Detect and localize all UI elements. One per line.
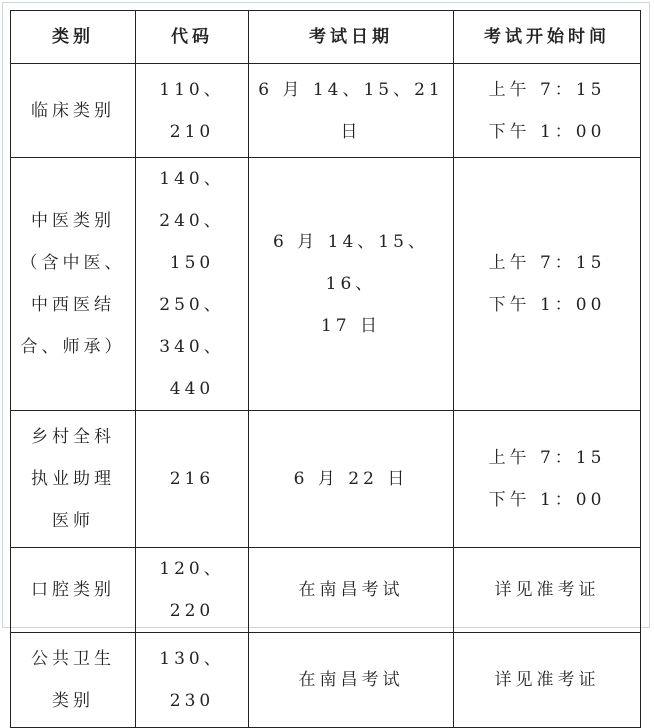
row-code-cell: [136, 633, 249, 728]
time-text: 详见准考证: [494, 580, 600, 600]
code-text: 120、220: [159, 559, 225, 621]
row-code-cell: [136, 548, 249, 633]
row-code-cell: [136, 64, 249, 158]
code-text: 216: [169, 469, 215, 489]
header-exam-date: 考试日期: [249, 11, 454, 64]
row-date-cell: [249, 64, 454, 158]
header-code: 代码: [136, 11, 249, 64]
category-text: 口腔类别: [31, 580, 115, 600]
row-category-cell: [11, 411, 136, 548]
row-date-cell: [249, 548, 454, 633]
code-text: 140、240、 150 250、340、 440: [159, 169, 225, 399]
row-time-cell: [454, 411, 641, 548]
row-date-cell: [249, 633, 454, 728]
category-text: 中医类别 （含中医、 中西医结 合、师承）: [20, 211, 126, 357]
date-text: 在南昌考试: [298, 580, 404, 600]
date-text: 6 月 14、15、21 日: [258, 79, 444, 142]
row-date-cell: [249, 158, 454, 411]
row-category-cell: [11, 158, 136, 411]
header-category: 类别: [11, 11, 136, 64]
code-text: 130、230: [159, 649, 225, 711]
header-start-time: 考试开始时间: [454, 11, 641, 64]
time-text: 上午 7：15 下午 1：00: [488, 79, 606, 142]
date-text: 在南昌考试: [298, 670, 404, 690]
table-header-row: [11, 11, 641, 64]
row-category-cell: [11, 633, 136, 728]
table-row: [11, 158, 641, 411]
category-text: 公共卫生 类别: [31, 649, 115, 711]
row-date-cell: [249, 411, 454, 548]
exam-schedule-table: [10, 10, 641, 728]
row-category-cell: [11, 548, 136, 633]
row-time-cell: [454, 548, 641, 633]
table-row: [11, 64, 641, 158]
code-text: 110、210: [159, 79, 225, 142]
date-text: 6 月 14、15、16、 17 日: [273, 232, 429, 336]
category-text: 临床类别: [31, 100, 115, 121]
category-text: 乡村全科 执业助理 医师: [31, 427, 115, 531]
time-text: 上午 7：15 下午 1：00: [488, 448, 606, 510]
row-code-cell: [136, 158, 249, 411]
row-time-cell: [454, 64, 641, 158]
row-category-cell: [11, 64, 136, 158]
row-code-cell: [136, 411, 249, 548]
row-time-cell: [454, 158, 641, 411]
time-text: 详见准考证: [494, 670, 600, 690]
time-text: 上午 7：15 下午 1：00: [488, 253, 606, 315]
date-text: 6 月 22 日: [293, 469, 409, 489]
table-row: [11, 633, 641, 728]
row-time-cell: [454, 633, 641, 728]
table-row: [11, 411, 641, 548]
table-row: [11, 548, 641, 633]
